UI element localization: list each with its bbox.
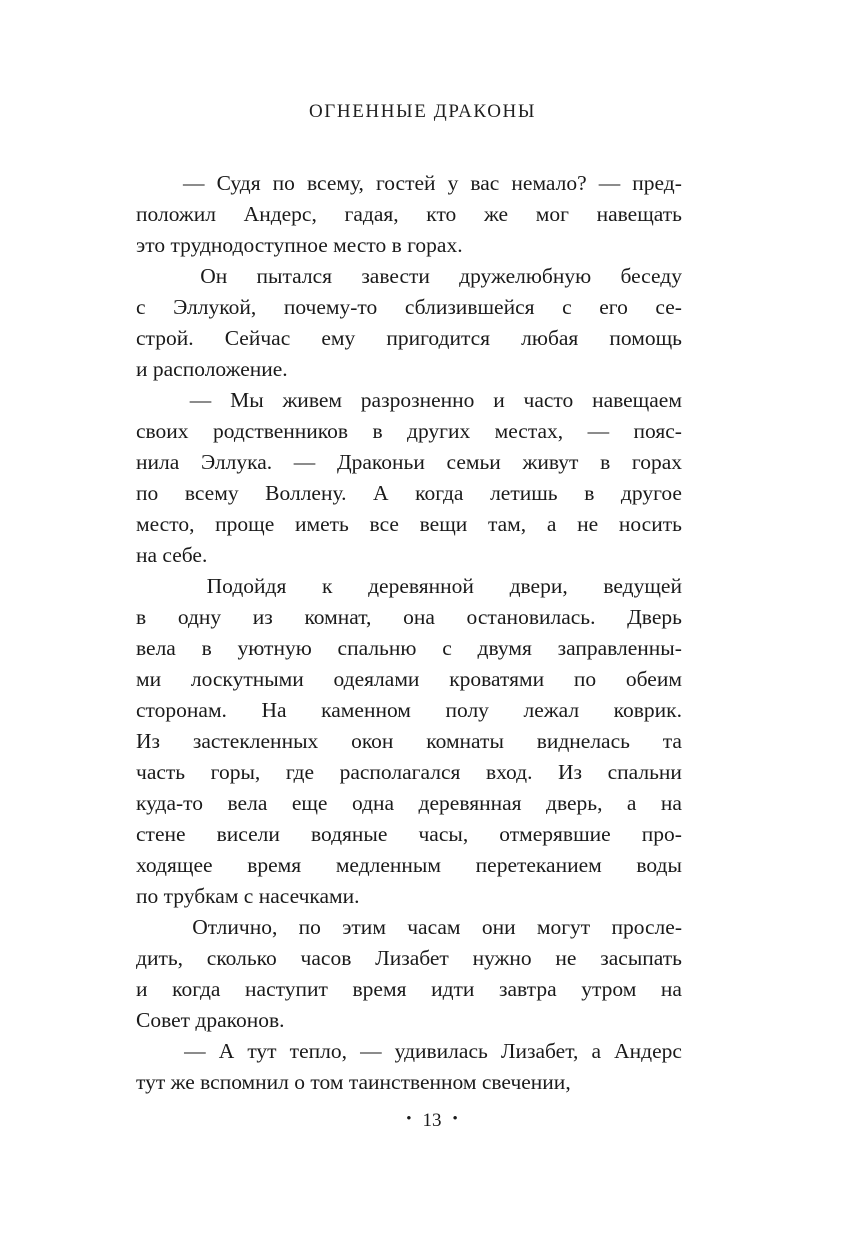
text-line	[136, 385, 682, 416]
text-line	[136, 726, 682, 757]
word: спальню	[337, 636, 417, 660]
word: с	[136, 295, 146, 319]
word: дверь,	[546, 791, 603, 815]
word: Сейчас	[224, 326, 291, 350]
paragraph	[136, 385, 682, 571]
word: тепло,	[289, 1039, 347, 1063]
text-line	[136, 695, 682, 726]
word: пригодится	[386, 326, 491, 350]
word: Подойдя	[206, 574, 287, 598]
word: коврик.	[613, 698, 682, 722]
folio-page-number: 13	[422, 1110, 442, 1131]
word: нужно	[472, 946, 532, 970]
word: когда	[415, 481, 464, 505]
word: иметь	[294, 512, 349, 536]
word: одна	[351, 791, 395, 815]
word: Андерс,	[243, 202, 317, 226]
word: дить,	[136, 946, 184, 970]
word: —	[587, 419, 610, 443]
word: не	[555, 946, 577, 970]
word: двумя	[477, 636, 532, 660]
word: место,	[136, 512, 195, 536]
text-line	[136, 292, 682, 323]
word: воды	[636, 853, 682, 877]
text-line	[136, 757, 682, 788]
word: лежал	[523, 698, 580, 722]
word: беседу	[620, 264, 682, 288]
word: всему,	[306, 171, 364, 195]
word: по	[272, 171, 295, 195]
text-line	[136, 261, 682, 292]
word: перетеканием	[475, 853, 602, 877]
word: часто	[523, 388, 574, 412]
word: лоскутными	[190, 667, 304, 691]
word: пытался	[256, 264, 333, 288]
word: все	[369, 512, 399, 536]
text-line	[136, 819, 682, 850]
word: Дверь	[627, 605, 682, 629]
word: Лизабет,	[500, 1039, 579, 1063]
text-line	[136, 478, 682, 509]
text-line	[136, 571, 682, 602]
word: по	[573, 667, 597, 691]
word: —	[293, 450, 316, 474]
word: своих	[136, 419, 189, 443]
word: —	[189, 388, 212, 412]
word: часть	[136, 760, 186, 784]
text-line	[136, 199, 682, 230]
text-line	[136, 168, 682, 199]
word: Из	[136, 729, 161, 753]
word: застекленных	[192, 729, 319, 753]
word: Эллукой,	[173, 295, 257, 319]
text-line	[136, 850, 682, 881]
word: этим	[342, 915, 386, 939]
word: пояс-	[633, 419, 682, 443]
word: в	[600, 450, 611, 474]
word: Андерс	[614, 1039, 682, 1063]
word: Эллука.	[200, 450, 273, 474]
word: разрозненно	[360, 388, 475, 412]
word: вела	[227, 791, 268, 815]
word: завести	[361, 264, 430, 288]
word: завтра	[499, 977, 557, 1001]
text-line	[136, 664, 682, 695]
paragraph	[136, 261, 682, 385]
text-line: и расположение.	[136, 357, 288, 381]
word: семьи	[446, 450, 501, 474]
word: Драконьи	[336, 450, 425, 474]
word: они	[481, 915, 516, 939]
word: куда-то	[136, 791, 204, 815]
word: на	[660, 977, 682, 1001]
word: Мы	[230, 388, 264, 412]
word: родственников	[212, 419, 349, 443]
text-line	[136, 974, 682, 1005]
word: из	[252, 605, 273, 629]
text-line	[136, 602, 682, 633]
word: ведущей	[603, 574, 682, 598]
word: висели	[216, 822, 280, 846]
word: —	[598, 171, 621, 195]
word: сблизившейся	[404, 295, 535, 319]
word: ходящее	[136, 853, 213, 877]
word: где	[285, 760, 315, 784]
page-folio	[0, 1080, 845, 1160]
text-line: на себе.	[136, 543, 208, 567]
word: в	[584, 481, 595, 505]
word: не	[577, 512, 599, 536]
word: Отлично,	[192, 915, 278, 939]
word: всему	[184, 481, 239, 505]
word: к	[322, 574, 333, 598]
word: в	[136, 605, 147, 629]
word: по	[298, 915, 321, 939]
word: Воллену.	[265, 481, 347, 505]
word: дружелюбную	[459, 264, 592, 288]
word: комнаты	[426, 729, 504, 753]
folio-ornament-right-icon: •	[452, 1111, 458, 1127]
word: тут	[247, 1039, 277, 1063]
word: полу	[445, 698, 489, 722]
folio-ornament-left-icon: •	[406, 1111, 412, 1127]
word: в	[201, 636, 212, 660]
paragraph	[136, 168, 682, 261]
word: утром	[581, 977, 637, 1001]
word: живем	[282, 388, 342, 412]
word: Лизабет	[375, 946, 449, 970]
word: вела	[136, 636, 176, 660]
word: А	[373, 481, 389, 505]
word: деревянная	[418, 791, 522, 815]
word: его	[599, 295, 628, 319]
word: кто	[426, 202, 457, 226]
text-line	[136, 509, 682, 540]
word: каменном	[321, 698, 411, 722]
word: сторонам.	[136, 698, 227, 722]
word: гадая,	[344, 202, 399, 226]
word: время	[352, 977, 407, 1001]
word: ми	[136, 667, 162, 691]
paragraph-indent	[136, 168, 171, 199]
word: часы,	[418, 822, 469, 846]
word: положил	[136, 202, 217, 226]
word: строй.	[136, 326, 194, 350]
text-line	[136, 633, 682, 664]
word: часам	[407, 915, 461, 939]
word: про-	[641, 822, 682, 846]
word: се-	[655, 295, 682, 319]
text-line: Совет драконов.	[136, 1008, 285, 1032]
text-line	[136, 1036, 682, 1067]
running-head: ОГНЕННЫЕ ДРАКОНЫ	[308, 101, 537, 122]
text-line	[136, 447, 682, 478]
word: отмерявшие	[499, 822, 611, 846]
word: двери,	[509, 574, 568, 598]
word: —	[184, 1039, 206, 1063]
word: вход.	[485, 760, 533, 784]
word: по	[136, 481, 159, 505]
word: навещать	[596, 202, 682, 226]
word: одну	[177, 605, 222, 629]
word: еще	[291, 791, 328, 815]
word: почему-то	[283, 295, 378, 319]
word: засыпать	[600, 946, 682, 970]
word: деревянной	[368, 574, 474, 598]
word: вас	[470, 171, 500, 195]
body-text-block	[136, 168, 682, 1098]
word: сколько	[206, 946, 277, 970]
word: немало?	[511, 171, 587, 195]
word: горах	[631, 450, 682, 474]
word: гостей	[375, 171, 436, 195]
word: а	[626, 791, 637, 815]
word: местах,	[494, 419, 564, 443]
paragraph-indent	[136, 912, 171, 943]
paragraph	[136, 912, 682, 1036]
word: располагался	[339, 760, 461, 784]
word: и	[136, 977, 148, 1001]
text-line	[136, 323, 682, 354]
word: летишь	[490, 481, 558, 505]
word: наступит	[245, 977, 328, 1001]
word: любая	[521, 326, 579, 350]
text-line	[136, 943, 682, 974]
paragraph	[136, 571, 682, 912]
word: —	[183, 171, 205, 195]
text-line: тут же вспомнил о том таинственном свечении,	[136, 1070, 571, 1094]
paragraph-indent	[136, 261, 171, 292]
word: та	[662, 729, 682, 753]
word: на	[660, 791, 682, 815]
word: у	[447, 171, 459, 195]
word: пред-	[632, 171, 682, 195]
text-line	[136, 912, 682, 943]
word: одеялами	[333, 667, 420, 691]
word: а	[591, 1039, 602, 1063]
word: ему	[321, 326, 356, 350]
word: а	[546, 512, 557, 536]
word: носить	[618, 512, 682, 536]
word: живут	[522, 450, 579, 474]
text-line	[136, 788, 682, 819]
text-line: это труднодоступное место в горах.	[136, 233, 463, 257]
word: там,	[487, 512, 527, 536]
word: другое	[620, 481, 682, 505]
word: удивилась	[394, 1039, 488, 1063]
word: когда	[172, 977, 221, 1001]
paragraph-indent	[136, 385, 171, 416]
paragraph-indent	[136, 1036, 171, 1067]
word: мог	[535, 202, 569, 226]
word: время	[247, 853, 302, 877]
word: нила	[136, 450, 180, 474]
word: остановилась.	[466, 605, 596, 629]
word: и	[493, 388, 505, 412]
word: навещаем	[592, 388, 682, 412]
word: помощь	[609, 326, 682, 350]
word: кроватями	[449, 667, 545, 691]
word: заправленны-	[557, 636, 682, 660]
word: могут	[536, 915, 591, 939]
word: —	[360, 1039, 382, 1063]
word: спальни	[607, 760, 682, 784]
word: же	[483, 202, 509, 226]
word: Он	[200, 264, 228, 288]
word: других	[407, 419, 471, 443]
text-line: по трубкам с насечками.	[136, 884, 360, 908]
word: виднелась	[536, 729, 630, 753]
word: обеим	[625, 667, 682, 691]
word: вещи	[419, 512, 468, 536]
paragraph-indent	[136, 571, 171, 602]
word: уютную	[237, 636, 312, 660]
word: стене	[136, 822, 186, 846]
word: водяные	[310, 822, 388, 846]
word: часов	[300, 946, 352, 970]
word: А	[218, 1039, 235, 1063]
word: просле-	[611, 915, 682, 939]
word: Судя	[216, 171, 261, 195]
word: проще	[215, 512, 275, 536]
word: в	[372, 419, 383, 443]
word: На	[261, 698, 287, 722]
word: горы,	[210, 760, 261, 784]
word: с	[562, 295, 572, 319]
word: комнат,	[304, 605, 372, 629]
word: окон	[351, 729, 394, 753]
word: медленным	[335, 853, 441, 877]
word: идти	[431, 977, 475, 1001]
word: Из	[558, 760, 583, 784]
text-line	[136, 416, 682, 447]
word: она	[403, 605, 435, 629]
word: с	[442, 636, 452, 660]
